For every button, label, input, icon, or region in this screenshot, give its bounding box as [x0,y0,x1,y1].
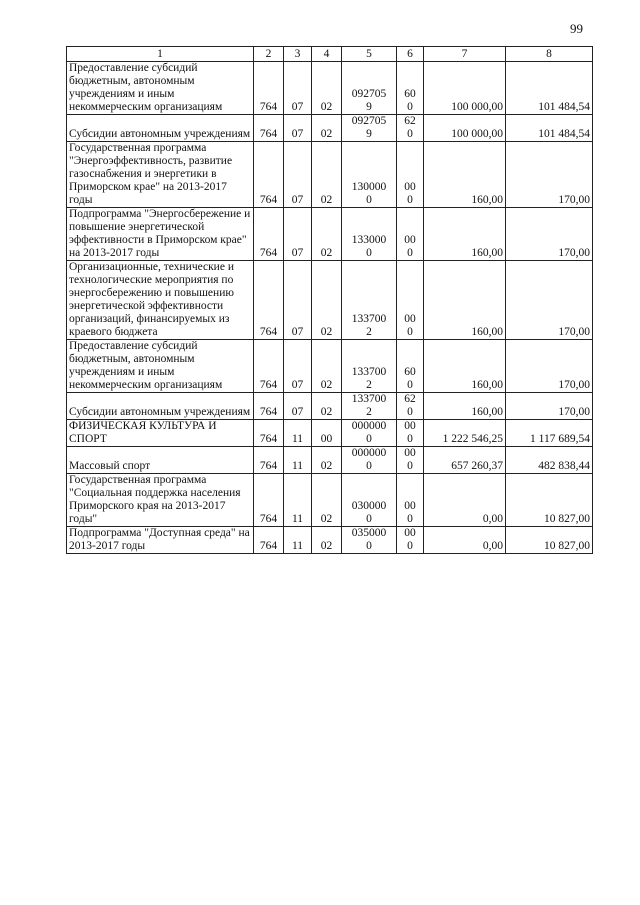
amount-2015: 101 484,54 [506,115,593,142]
amount-2014: 100 000,00 [424,62,506,115]
amount-2015: 170,00 [506,261,593,340]
admin-code: 764 [254,393,284,420]
column-header: 3 [284,47,312,62]
expense-type-code: 00 0 [397,527,424,554]
budget-table [66,46,593,554]
amount-2014: 160,00 [424,142,506,208]
table-row [67,420,593,447]
section-code: 07 [284,142,312,208]
table-row [67,115,593,142]
column-header: 1 [67,47,254,62]
subsection-code: 02 [312,447,342,474]
admin-code: 764 [254,340,284,393]
item-name-text: Организационные, технические и технологические мероприятия по энергосбережению и повышению энергетической эффективности организаций, финансируемых из краевого бюджета [69,261,234,338]
expense-type-code: 60 0 [397,62,424,115]
subsection-code: 02 [312,115,342,142]
section-code: 11 [284,447,312,474]
item-name-text: ФИЗИЧЕСКАЯ КУЛЬТУРА И СПОРТ [69,420,217,445]
amount-2015: 10 827,00 [506,474,593,527]
subsection-code: 02 [312,474,342,527]
admin-code: 764 [254,527,284,554]
admin-code: 764 [254,62,284,115]
admin-code: 764 [254,420,284,447]
section-code: 07 [284,115,312,142]
item-name [67,447,254,474]
section-code: 11 [284,527,312,554]
item-name [67,340,254,393]
amount-2015: 482 838,44 [506,447,593,474]
item-name-text: Предоставление субсидий бюджетным, автономным учреждениям и иным некоммерческим организациям [69,62,223,113]
subsection-code: 00 [312,420,342,447]
table-row [67,474,593,527]
subsection-code: 02 [312,208,342,261]
admin-code: 764 [254,447,284,474]
subsection-code: 02 [312,62,342,115]
target-article-code: 133700 2 [342,261,397,340]
amount-2014: 0,00 [424,527,506,554]
subsection-code: 02 [312,142,342,208]
expense-type-code: 00 0 [397,142,424,208]
item-name [67,420,254,447]
amount-2015: 1 117 689,54 [506,420,593,447]
column-header: 6 [397,47,424,62]
target-article-code: 130000 0 [342,142,397,208]
subsection-code: 02 [312,261,342,340]
subsection-code: 02 [312,393,342,420]
expense-type-code: 00 0 [397,261,424,340]
subsection-code: 02 [312,527,342,554]
column-header: 4 [312,47,342,62]
item-name [67,261,254,340]
expense-type-code: 62 0 [397,393,424,420]
admin-code: 764 [254,474,284,527]
section-code: 07 [284,62,312,115]
target-article-code: 133000 0 [342,208,397,261]
table-row [67,142,593,208]
page-number: 99 [570,21,583,36]
item-name-text: Государственная программа "Энергоэффективность, развитие газоснабжения и энергетики в Приморском крае" на 2013-2017 годы [69,142,233,206]
amount-2014: 657 260,37 [424,447,506,474]
table-row [67,393,593,420]
amount-2015: 170,00 [506,340,593,393]
table-body [67,62,593,554]
item-name-text: Предоставление субсидий бюджетным, автономным учреждениям и иным некоммерческим организациям [69,340,223,391]
item-name [67,62,254,115]
section-code: 07 [284,208,312,261]
section-code: 07 [284,261,312,340]
item-name [67,393,254,420]
amount-2015: 101 484,54 [506,62,593,115]
item-name-text: Государственная программа "Социальная поддержка населения Приморского края на 2013-2017 годы" [69,474,241,525]
target-article-code: 133700 2 [342,340,397,393]
item-name [67,142,254,208]
expense-type-code: 62 0 [397,115,424,142]
amount-2014: 160,00 [424,393,506,420]
amount-2014: 1 222 546,25 [424,420,506,447]
item-name-text: Подпрограмма "Энергосбережение и повышение энергетической эффективности в Приморском крае" на 2013-2017 годы [69,208,251,259]
admin-code: 764 [254,115,284,142]
target-article-code: 092705 9 [342,62,397,115]
expense-type-code: 00 0 [397,420,424,447]
target-article-code: 092705 9 [342,115,397,142]
amount-2014: 160,00 [424,261,506,340]
expense-type-code: 00 0 [397,208,424,261]
expense-type-code: 00 0 [397,447,424,474]
target-article-code: 000000 0 [342,420,397,447]
table-row [67,62,593,115]
amount-2015: 10 827,00 [506,527,593,554]
section-code: 07 [284,340,312,393]
column-header: 2 [254,47,284,62]
item-name-text: Подпрограмма "Доступная среда" на 2013-2017 годы [69,527,250,552]
amount-2014: 160,00 [424,208,506,261]
subsection-code: 02 [312,340,342,393]
table-row [67,527,593,554]
amount-2015: 170,00 [506,142,593,208]
amount-2015: 170,00 [506,393,593,420]
expense-type-code: 00 0 [397,474,424,527]
column-header: 8 [506,47,593,62]
section-code: 11 [284,474,312,527]
amount-2015: 170,00 [506,208,593,261]
item-name [67,527,254,554]
column-header: 7 [424,47,506,62]
item-name-text: Массовый спорт [69,460,151,472]
item-name [67,208,254,261]
table-row [67,261,593,340]
item-name [67,474,254,527]
column-header: 5 [342,47,397,62]
item-name [67,115,254,142]
admin-code: 764 [254,208,284,261]
section-code: 11 [284,420,312,447]
item-name-text: Субсидии автономным учреждениям [69,128,251,140]
item-name-text: Субсидии автономным учреждениям [69,406,251,418]
expense-type-code: 60 0 [397,340,424,393]
table-row [67,447,593,474]
amount-2014: 0,00 [424,474,506,527]
amount-2014: 100 000,00 [424,115,506,142]
admin-code: 764 [254,261,284,340]
amount-2014: 160,00 [424,340,506,393]
admin-code: 764 [254,142,284,208]
target-article-code: 000000 0 [342,447,397,474]
target-article-code: 035000 0 [342,527,397,554]
table-row [67,340,593,393]
target-article-code: 133700 2 [342,393,397,420]
target-article-code: 030000 0 [342,474,397,527]
section-code: 07 [284,393,312,420]
header-row [67,47,593,62]
table-row [67,208,593,261]
